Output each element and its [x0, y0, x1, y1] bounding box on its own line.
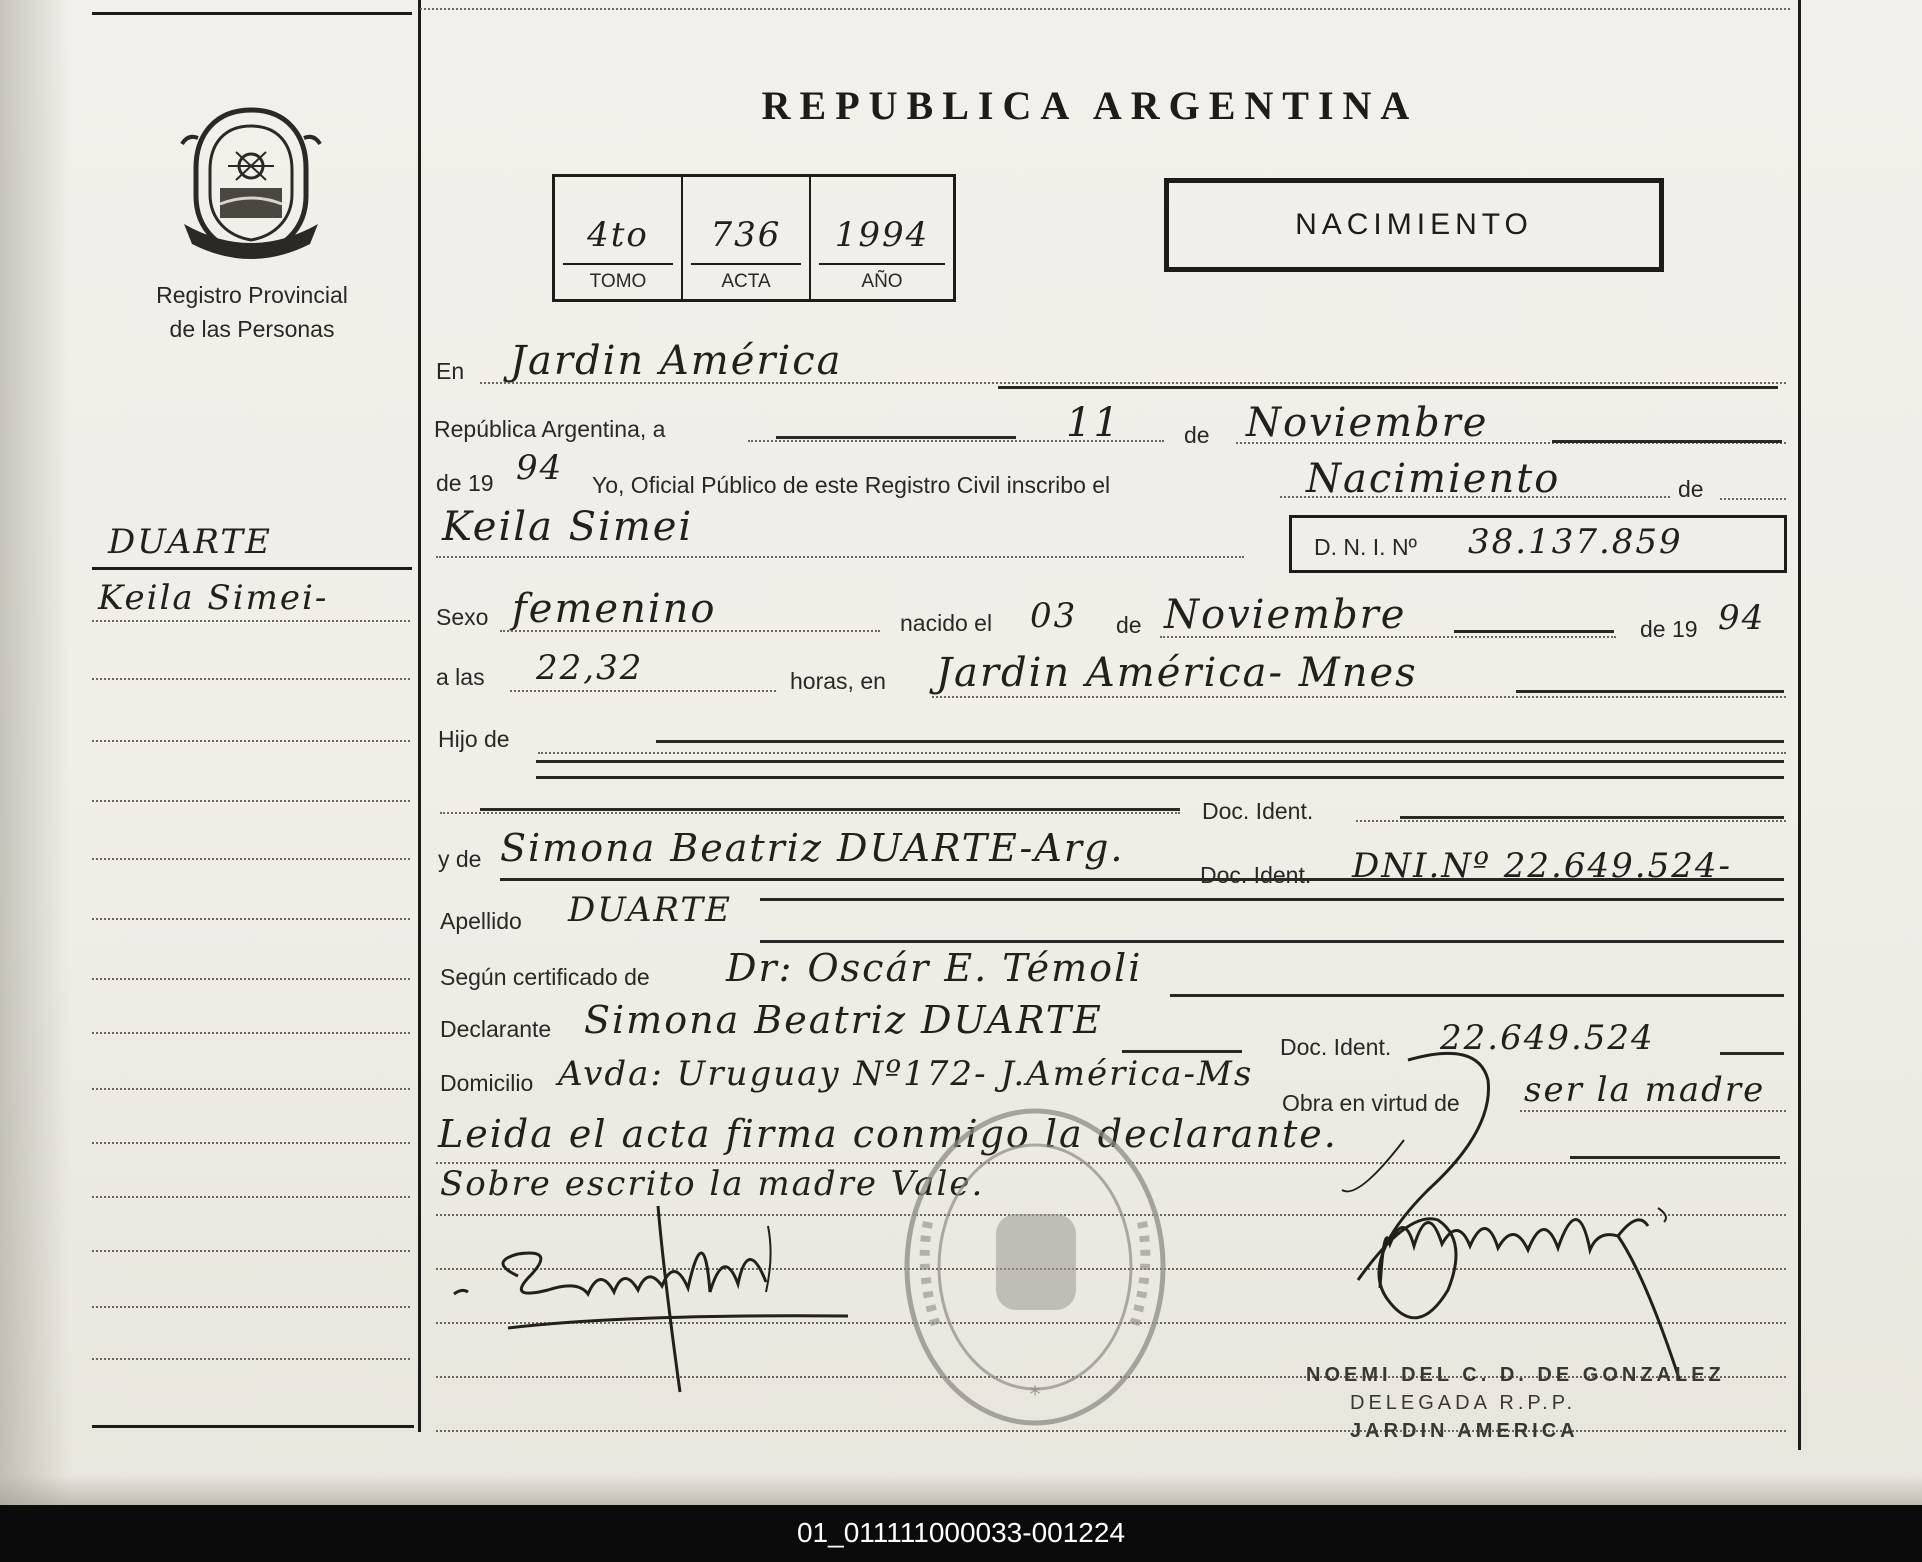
mother-fill-line-2: [760, 898, 1784, 901]
round-official-stamp: [898, 1102, 1172, 1432]
certificado-value: Dr: Oscár E. Témoli: [726, 946, 1143, 990]
margin-surname: DUARTE: [108, 522, 272, 562]
declarante-doc-value: 22.649.524: [1440, 1018, 1655, 1058]
margin-dotted-line: [92, 1088, 410, 1090]
record-number-box: [552, 174, 956, 302]
sexo-label: Sexo: [436, 604, 489, 630]
birth-time-value: 22,32: [536, 648, 644, 688]
declarante-label: Declarante: [440, 1016, 552, 1042]
apellido-fill-line: [760, 940, 1784, 943]
de19-label-2: de 19: [1640, 616, 1698, 642]
margin-dotted-line: [92, 1250, 410, 1252]
place-fill-line: [998, 386, 1778, 389]
alas-label: a las: [436, 664, 485, 690]
margin-dotted-line: [92, 620, 410, 622]
anio-underline: [819, 263, 945, 265]
margin-given-names: Keila Simei-: [98, 578, 329, 618]
registry-office-line1: Registro Provincial: [156, 282, 348, 308]
margin-dotted-line: [92, 1032, 410, 1034]
father-doc-number-dotted-line: [1356, 820, 1786, 822]
hijo-fill-line-2: [536, 760, 1784, 763]
birth-time-dotted-line: [510, 690, 776, 692]
declarant-signature: [448, 1196, 848, 1396]
birth-month-fill-line: [1454, 630, 1614, 633]
tomo-underline: [563, 263, 673, 265]
birth-day-value: 03: [1030, 596, 1078, 636]
dni-label: D. N. I. Nº: [1314, 534, 1417, 560]
margin-dotted-line: [92, 1196, 410, 1198]
hijo-label: Hijo de: [438, 726, 510, 752]
father-doc-fill-line: [480, 808, 1180, 811]
month-fill-line: [1552, 440, 1782, 443]
dni-box: [1289, 515, 1787, 573]
record-type-box: [1164, 178, 1664, 272]
mother-doc-value: DNI.Nº 22.649.524-: [1352, 846, 1732, 886]
birth-place-fill-line: [1516, 690, 1784, 693]
anio-value: 1994: [834, 215, 930, 255]
margin-dotted-line: [92, 918, 410, 920]
officer-name-stamp: NOEMI DEL C. D. DE GONZALEZ: [1306, 1364, 1725, 1386]
misiones-province-seal-icon: [178, 104, 324, 262]
declarante-value: Simona Beatriz DUARTE: [584, 998, 1103, 1042]
round-official-stamp-icon: [898, 1102, 1172, 1432]
margin-dotted-line: [92, 1306, 410, 1308]
certificado-label: Según certificado de: [440, 964, 650, 990]
birth-place-value: Jardin América- Mnes: [936, 650, 1418, 696]
de19-label: de 19: [436, 470, 494, 496]
margin-dotted-line: [92, 740, 410, 742]
yde-label: y de: [438, 846, 482, 872]
obra-value: ser la madre: [1524, 1070, 1766, 1110]
day-fill-line: [776, 436, 1016, 439]
tomo-value: 4to: [587, 215, 649, 255]
birth-place-dotted-line: [932, 696, 1786, 698]
apellido-value: DUARTE: [568, 890, 732, 930]
declarante-fill-line: [1122, 1050, 1242, 1053]
en-label: En: [436, 358, 465, 384]
birth-month-value: Noviembre: [1164, 592, 1407, 638]
margin-dotted-line: [92, 1358, 410, 1360]
tomo-cell: [555, 177, 683, 299]
margin-dotted-line: [92, 800, 410, 802]
event-type-value: Nacimiento: [1306, 456, 1561, 502]
country-title: REPUBLICA ARGENTINA: [761, 83, 1419, 128]
margin-dotted-line: [92, 858, 410, 860]
column-divider: [418, 0, 421, 1432]
republica-label: República Argentina, a: [434, 416, 666, 442]
officer-signature: [1318, 1040, 1718, 1380]
year-suffix-value: 94: [516, 448, 564, 488]
birth-year-suffix-value: 94: [1718, 598, 1766, 638]
hijo-dotted-line: [538, 752, 1786, 754]
place-dotted-line: [480, 382, 1786, 384]
officer-place-stamp: JARDIN AMERICA: [1350, 1420, 1579, 1442]
domicilio-label: Domicilio: [440, 1070, 534, 1096]
margin-dotted-line: [92, 978, 410, 980]
tomo-label: TOMO: [589, 271, 647, 292]
margin-top-rule: [92, 12, 412, 15]
page-shadow: [0, 0, 70, 1505]
name-start-dotted-line: [1720, 498, 1786, 500]
birth-month-dotted-line: [1160, 636, 1616, 638]
anio-label: AÑO: [861, 271, 903, 292]
father-doc-number-fill-line: [1400, 816, 1784, 819]
mother-fill-line: [500, 878, 1784, 881]
officer-signature-icon: [1318, 1040, 1718, 1380]
domicilio-value: Avda: Uruguay Nº172- J.América-Ms: [558, 1054, 1254, 1094]
acta-label: ACTA: [721, 271, 771, 292]
top-dotted-line: [420, 8, 1790, 10]
apellido-label: Apellido: [440, 908, 522, 934]
province-seal: [178, 104, 324, 262]
day-value: 11: [1066, 400, 1121, 446]
declarant-signature-icon: [448, 1196, 848, 1396]
nacido-label: nacido el: [900, 610, 993, 636]
child-name-dotted-line: [436, 556, 1244, 558]
de-label: de: [1184, 422, 1210, 448]
sexo-dotted-line: [500, 630, 880, 632]
event-dotted-line: [1280, 496, 1670, 498]
record-type-label: NACIMIENTO: [1295, 208, 1533, 241]
margin-dotted-line: [92, 1142, 410, 1144]
child-name-value: Keila Simei: [442, 504, 694, 550]
month-value: Noviembre: [1246, 400, 1489, 446]
officer-role-stamp: DELEGADA R.P.P.: [1350, 1392, 1577, 1414]
doc-ident-label-2: Doc. Ident.: [1200, 862, 1312, 888]
note-line-2: Sobre escrito la madre Vale.: [440, 1164, 985, 1204]
acta-value: 736: [710, 215, 782, 255]
doc-ident-label: Doc. Ident.: [1202, 798, 1314, 824]
margin-name-rule: [92, 567, 412, 570]
sexo-value: femenino: [512, 586, 717, 632]
official-text: Yo, Oficial Público de este Registro Civil inscribo el: [592, 472, 1111, 498]
de-label-2: de: [1678, 476, 1704, 502]
father-doc-dotted-line: [440, 812, 1180, 814]
place-value: Jardin América: [510, 338, 843, 384]
hijo-fill-line: [656, 740, 1784, 743]
dni-value: 38.137.859: [1468, 522, 1683, 562]
horas-label: horas, en: [790, 668, 886, 694]
margin-dotted-line: [92, 678, 410, 680]
acta-underline: [691, 263, 801, 265]
hijo-fill-line-3: [536, 776, 1784, 779]
svg-text:*: *: [1029, 1383, 1041, 1408]
de-label-3: de: [1116, 612, 1142, 638]
acta-cell: [683, 177, 811, 299]
registry-office-line2: de las Personas: [169, 316, 335, 342]
note-line-1: Leida el acta firma conmigo la declarante.: [438, 1112, 1338, 1156]
declarante-doc-fill-line: [1720, 1052, 1784, 1055]
image-id-caption: 01_011111000033-001224: [796, 1517, 1126, 1548]
right-border: [1798, 0, 1801, 1450]
page-bottom-shadow: [0, 1475, 1922, 1505]
mother-name-value: Simona Beatriz DUARTE-Arg.: [500, 826, 1125, 870]
margin-bottom-rule: [92, 1425, 414, 1428]
obra-label: Obra en virtud de: [1282, 1090, 1460, 1116]
certificado-fill-line: [1170, 994, 1784, 997]
doc-ident-label-3: Doc. Ident.: [1280, 1034, 1392, 1060]
anio-cell: [811, 177, 953, 299]
